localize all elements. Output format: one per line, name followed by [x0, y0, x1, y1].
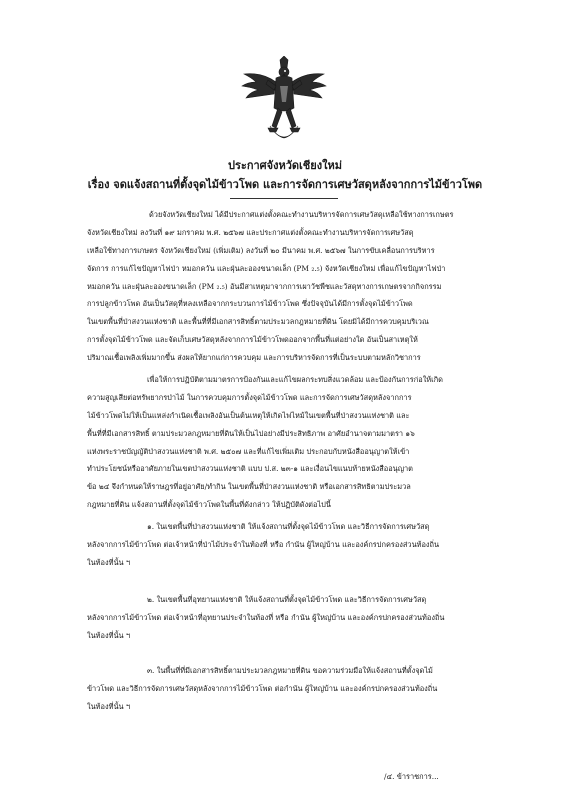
- text-line: การปลูกข้าวโพด อันเป็นวัสดุที่หลงเหลือจากกระบวนการไม้ข้าวโพด ซึ่งปัจจุบันได้มีการตั้งจุดไม้ข้าวโพด: [87, 299, 413, 309]
- paragraph-item-1: [87, 518, 515, 572]
- text-line: กฎหมายที่ดิน แจ้งสถานที่ตั้งจุดไม้ข้าวโพดในพื้นที่ดังกล่าว ให้ปฏิบัติดังต่อไปนี้: [87, 500, 331, 510]
- text-line: การตั้งจุดไม้ข้าวโพด และจัดเก็บเศษวัสดุหลังจากการไม้ข้าวโพดออกจากพื้นที่แต่อย่างใด อันเป็นสาเหตุให้: [87, 335, 418, 345]
- paragraph-2: [87, 371, 515, 514]
- paragraph-item-2: [87, 591, 515, 645]
- text-line: หลังจากการไม้ข้าวโพด ต่อเจ้าหน้าที่อุทยานประจำในท้องที่ หรือ กำนัน ผู้ใหญ่บ้าน และองค์กรปกครองส่วนท้องถิ่น: [87, 612, 445, 622]
- text-line: ๑. ในเขตพื้นที่ป่าสงวนแห่งชาติ ให้แจ้งสถานที่ตั้งจุดไม้ข้าวโพด และวิธีการจัดการเศษวัสดุ: [147, 522, 430, 531]
- continuation-note: /๔. ข้าราชการ...: [384, 772, 439, 781]
- text-line: ในท้องที่นั้น ฯ: [87, 557, 131, 567]
- text-line: หลังจากการไม้ข้าวโพด ต่อเจ้าหน้าที่ป่าไม้ประจำในท้องที่ หรือ กำนัน ผู้ใหญ่บ้าน และองค์กรปกครองส่วนท้องถิ่น: [87, 539, 440, 549]
- document-title: ประกาศจังหวัดเชียงใหม่: [228, 159, 342, 172]
- text-line: ความสูญเสียต่อทรัพยากรป่าไม้ ในการควบคุมการตั้งจุดไม้ข้าวโพด และการจัดการเศษวัสดุหลังจากการ: [87, 392, 412, 402]
- text-line: เพื่อให้การปฏิบัติตามมาตรการป้องกันและแก้ไขผลกระทบสิ่งแวดล้อม และป้องกันการก่อให้เกิด: [147, 375, 443, 384]
- text-line: จัดการ การแก้ไขปัญหาไฟป่า หมอกควัน และฝุ่นละอองขนาดเล็ก (PM ₂.₅) จังหวัดเชียงใหม่ เพื่อแก้ไขปัญหาไฟป่า: [87, 263, 446, 273]
- paragraph-1: [87, 206, 515, 367]
- title-underline: [230, 198, 338, 199]
- text-line: เหลือใช้ทางการเกษตร จังหวัดเชียงใหม่ (เพิ่มเติม) ลงวันที่ ๒๐ มีนาคม พ.ศ. ๒๕๖๗ ในการขับเคลื่อนการบริหาร: [87, 245, 435, 255]
- text-line: ข้อ ๒๔ จึงกำหนดให้ราษฎรที่อยู่อาศัย/ทำกิน ในเขตพื้นที่ป่าสงวนแห่งชาติ หรือเอกสารสิทธิตามประมวล: [87, 482, 411, 492]
- text-line: ในเขตพื้นที่ป่าสงวนแห่งชาติ และพื้นที่ที่มีเอกสารสิทธิ์ตามประมวลกฎหมายที่ดิน โดยมิได้มีการควบคุมบริเวณ: [87, 317, 429, 327]
- text-line: พื้นที่ที่มีเอกสารสิทธิ์ ตามประมวลกฎหมายที่ดินให้เป็นไปอย่างมีประสิทธิภาพ อาศัยอำนาจตามมาตรา ๑๖: [87, 428, 415, 438]
- text-line: ทำประโยชน์หรืออาศัยภายในเขตป่าสงวนแห่งชาติ แบบ ป.ส. ๒๓-๑ และเงื่อนไขแนบท้ายหนังสืออนุญาต: [87, 464, 413, 474]
- text-line: ไม้ข้าวโพดไม่ให้เป็นแหล่งกำเนิดเชื้อเพลิงอันเป็นต้นเหตุให้เกิดไฟไหม้ในเขตพื้นที่ป่าสงวนแห่งชาติ และ: [87, 410, 410, 420]
- text-line: ๓. ในพื้นที่ที่มีเอกสารสิทธิ์ตามประมวลกฎหมายที่ดิน ขอความร่วมมือให้แจ้งสถานที่ตั้งจุดไม้: [147, 666, 433, 675]
- text-line: ๒. ในเขตพื้นที่อุทยานแห่งชาติ ให้แจ้งสถานที่ตั้งจุดไม้ข้าวโพด และวิธีการจัดการเศษวัสดุ: [147, 595, 427, 604]
- garuda-emblem-icon: [240, 56, 328, 148]
- text-line: ในท้องที่นั้น ฯ: [87, 630, 131, 640]
- text-line: ข้าวโพด และวิธีการจัดการเศษวัสดุหลังจากการไม้ข้าวโพด ต่อกำนัน ผู้ใหญ่บ้าน และองค์กรปกครองส่วนท้องถิ่น: [87, 683, 438, 693]
- text-line: จังหวัดเชียงใหม่ ลงวันที่ ๑๙ มกราคม พ.ศ. ๒๕๖๗ และประกาศแต่งตั้งคณะทำงานบริหารจัดการเศษวัสดุ: [87, 227, 414, 237]
- text-line: ด้วยจังหวัดเชียงใหม่ ได้มีประกาศแต่งตั้งคณะทำงานบริหารจัดการเศษวัสดุเหลือใช้ทางการเกษตร: [149, 210, 454, 219]
- text-line: หมอกควัน และฝุ่นละอองขนาดเล็ก (PM ₂.₅) อันมีสาเหตุมาจากการเผาวัชพืชและวัสดุทางการเกษตรจากกิจกรรม: [87, 281, 442, 291]
- text-line: ปริมาณเชื้อเพลิงเพิ่มมากขึ้น ส่งผลให้ยากแก่การควบคุม และการบริหารจัดการที่เป็นระบบตามหลักวิชาการ: [87, 353, 421, 363]
- document-subject: เรื่อง จดแจ้งสถานที่ตั้งจุดไม้ข้าวโพด และการจัดการเศษวัสดุหลังจากการไม้ข้าวโพด: [87, 178, 483, 191]
- paragraph-item-3: [87, 662, 515, 716]
- text-line: แห่งพระราชบัญญัติป่าสงวนแห่งชาติ พ.ศ. ๒๕๐๗ และที่แก้ไขเพิ่มเติม ประกอบกับหนังสืออนุญาตให้เข้า: [87, 446, 410, 456]
- text-line: ในท้องที่นั้น ฯ: [87, 701, 131, 711]
